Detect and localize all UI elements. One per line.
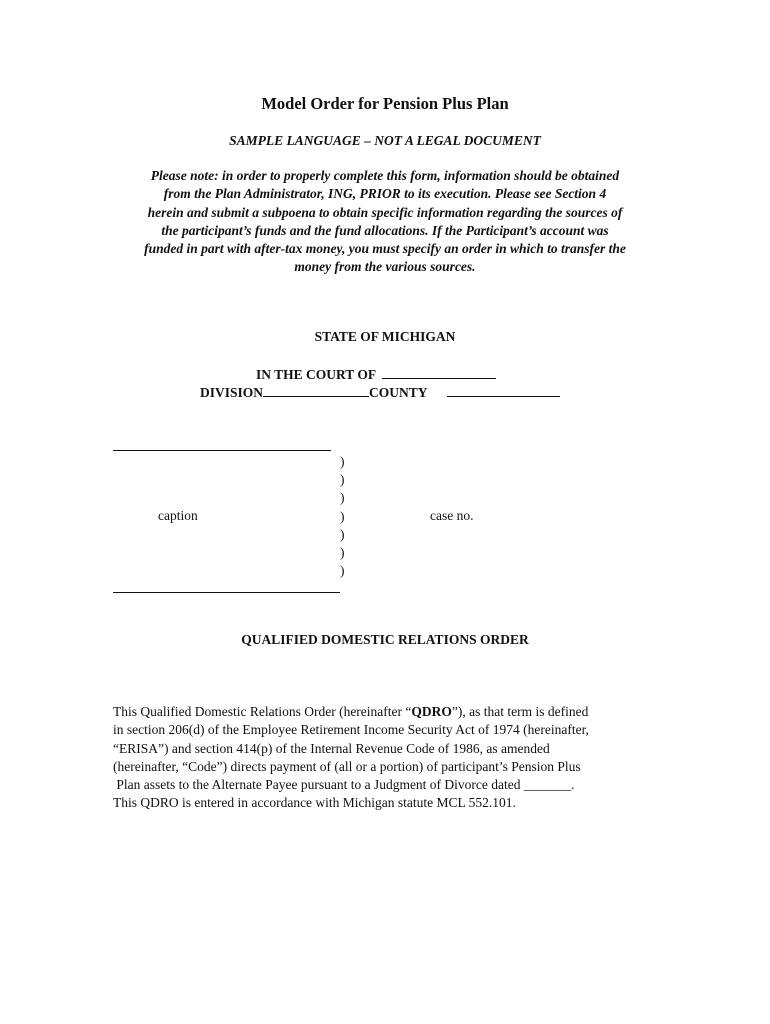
qdro-term: QDRO <box>411 704 452 719</box>
body-line: in section 206(d) of the Employee Retirement Income Security Act of 1974 (hereinafter, <box>113 722 589 738</box>
body-line: “ERISA”) and section 414(p) of the Internal Revenue Code of 1986, as amended <box>113 740 550 756</box>
body-line: (hereinafter, “Code”) directs payment of (all or a portion) of participant’s Pension Plus <box>113 758 581 774</box>
division-county-line <box>200 383 560 401</box>
note-line: the participant’s funds and the fund allocations. If the Participant’s account was <box>161 222 609 238</box>
caption-bottom-line <box>113 592 340 593</box>
court-label: IN THE COURT OF <box>256 367 376 382</box>
order-heading: QUALIFIED DOMESTIC RELATIONS ORDER <box>241 632 529 647</box>
body-text: This Qualified Domestic Relations Order (hereinafter “ <box>113 704 412 719</box>
body-text: ”), as that term is defined <box>451 704 589 719</box>
division-blank[interactable] <box>263 383 369 397</box>
state-heading: STATE OF MICHIGAN <box>314 329 456 344</box>
paren: ) <box>340 526 345 542</box>
division-label: DIVISION <box>200 385 264 400</box>
body-paragraph <box>113 703 658 813</box>
note-line: funded in part with after-tax money, you must specify an order in which to transfer the <box>144 241 626 257</box>
note-line: money from the various sources. <box>294 259 476 275</box>
caption-label: caption <box>158 508 198 523</box>
note-line: from the Plan Administrator, ING, PRIOR to its execution. Please see Section 4 <box>163 186 607 202</box>
case-number-label: case no. <box>430 508 474 523</box>
caption-parens <box>340 453 345 580</box>
document-title: Model Order for Pension Plus Plan <box>261 94 509 113</box>
document-subtitle: SAMPLE LANGUAGE – NOT A LEGAL DOCUMENT <box>229 133 541 148</box>
body-line: Plan assets to the Alternate Payee pursuant to a Judgment of Divorce dated _______. <box>113 777 575 793</box>
paren: ) <box>340 490 345 506</box>
instruction-note <box>108 167 662 277</box>
paren: ) <box>340 454 345 469</box>
paren: ) <box>340 545 345 561</box>
paren: ) <box>340 508 345 524</box>
court-name-blank[interactable] <box>382 365 496 379</box>
note-line: Please note: in order to properly complete this form, information should be obtained <box>150 168 620 183</box>
caption-top-line <box>113 450 331 451</box>
county-blank[interactable] <box>447 383 560 397</box>
body-line <box>113 703 658 721</box>
note-line: herein and submit a subpoena to obtain specific information regarding the sources of <box>147 204 623 220</box>
body-line: This QDRO is entered in accordance with Michigan statute MCL 552.101. <box>113 795 516 811</box>
paren: ) <box>340 563 345 579</box>
county-label: COUNTY <box>369 385 428 400</box>
paren: ) <box>340 472 345 488</box>
court-line <box>256 365 496 383</box>
